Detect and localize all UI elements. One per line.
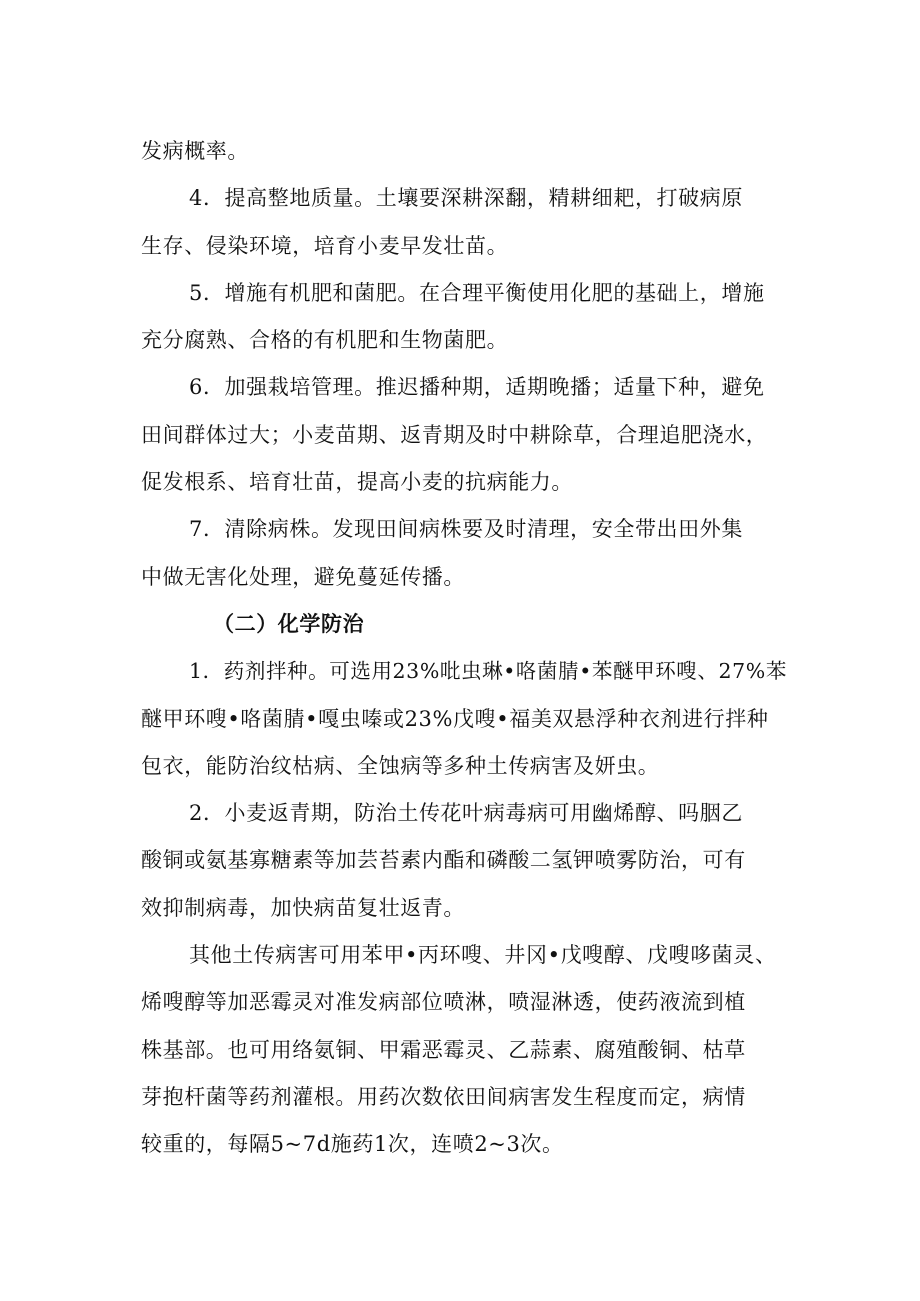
text-line: 包衣，能防治纹枯病、全蚀病等多种土传病害及妍虫。 xyxy=(141,753,660,778)
text-line: 醚甲环嗖•咯菌腈•嘎虫嗪或23%戊嗖•福美双悬浮种衣剂进行拌种 xyxy=(141,706,769,731)
text-line: 促发根系、培育壮苗，提高小麦的抗病能力。 xyxy=(141,470,573,495)
text-line: 1．药剂拌种。可选用23%吡虫琳•咯菌腈•苯醚甲环嗖、27%苯 xyxy=(189,659,787,684)
text-line: 较重的，每隔5~7d施药1次，连喷2~3次。 xyxy=(141,1132,564,1157)
text-line: 酸铜或氨基寡糖素等加芸苔素内酯和磷酸二氢钾喷雾防治，可有 xyxy=(141,848,746,873)
paragraph-chem-1 xyxy=(141,648,791,790)
text-line: 其他土传病害可用苯甲•丙环嗖、井冈•戊嗖醇、戊嗖哆菌灵、 xyxy=(189,943,777,968)
paragraph-item-4 xyxy=(141,175,791,270)
text-line: 发病概率。 xyxy=(141,139,249,163)
section-heading: （二）化学防治 xyxy=(213,611,365,636)
text-line: 效抑制病毒，加快病苗复壮返青。 xyxy=(141,895,465,920)
paragraph-chem-other xyxy=(141,932,791,1168)
text-line: 生存、侵染环境，培育小麦早发壮苗。 xyxy=(141,233,509,258)
text-line: 6．加强栽培管理。推迟播种期，适期晚播；适量下种，避免 xyxy=(189,375,765,400)
text-line: 充分腐熟、合格的有机肥和生物菌肥。 xyxy=(141,328,509,353)
paragraph-chem-2 xyxy=(141,790,791,932)
text-line: 烯嗖醇等加恶霉灵对准发病部位喷淋，喷湿淋透，使药液流到植 xyxy=(141,990,746,1015)
document-body xyxy=(141,128,791,1169)
paragraph-item-5 xyxy=(141,270,791,365)
text-line: 中做无害化处理，避免蔓延传播。 xyxy=(141,564,465,589)
paragraph-item-7 xyxy=(141,506,791,601)
text-line: 5．增施有机肥和菌肥。在合理平衡使用化肥的基础上，增施 xyxy=(189,280,765,305)
paragraph-item-6 xyxy=(141,364,791,506)
text-line: 田间群体过大；小麦苗期、返青期及时中耕除草，合理追肥浇水， xyxy=(141,422,768,447)
text-line: 芽抱杆菌等药剂灌根。用药次数依田间病害发生程度而定，病情 xyxy=(141,1084,746,1109)
text-line: 7．清除病株。发现田间病株要及时清理，安全带出田外集 xyxy=(189,517,743,542)
text-line: 株基部。也可用络氨铜、甲霜恶霉灵、乙蒜素、腐殖酸铜、枯草 xyxy=(141,1037,746,1062)
text-line: 4．提高整地质量。土壤要深耕深翻，精耕细耙，打破病原 xyxy=(189,186,743,211)
text-line: 2．小麦返青期，防治土传花叶病毒病可用幽烯醇、吗胭乙 xyxy=(189,801,743,826)
paragraph-continuation xyxy=(141,128,791,175)
